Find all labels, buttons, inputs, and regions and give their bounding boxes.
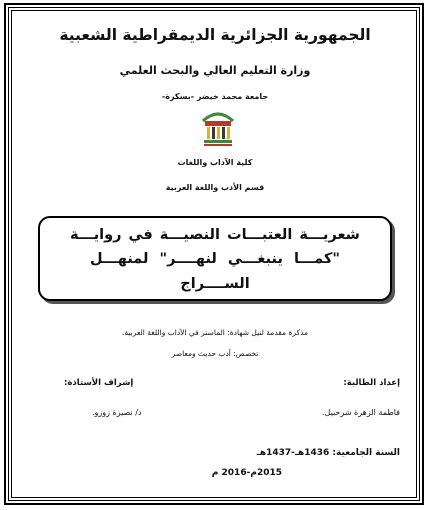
department-name: قسم الأدب واللغة العربية [165, 183, 265, 192]
university-logo-icon [200, 107, 236, 149]
supervisor-name: د/ نصيرة زوزو. [92, 408, 142, 417]
student-label: إعداد الطالبة: [343, 378, 400, 388]
thesis-purpose: مذكرة مقدمة لنيل شهادة: الماستر في الآداب واللغة العربية. [121, 328, 309, 337]
academic-year: السنة الجامعية: 1436هـ-1437هـ [256, 448, 400, 458]
supervisor-label: إشراف الأستاذة: [64, 378, 134, 388]
ministry-heading: وزارة التعليم العالي والبحث العلمي [119, 64, 311, 77]
republic-heading: الجمهورية الجزائرية الديمقراطية الشعبية [59, 26, 371, 44]
gregorian-year: 2015م-2016 م [211, 468, 282, 478]
thesis-title-box [38, 216, 392, 301]
faculty-name: كلية الآداب واللغات [177, 158, 253, 167]
university-name: جامعة محمد خيضر -بسكرة- [161, 92, 269, 101]
thesis-title-line-3: الســــراج [180, 276, 250, 292]
student-name: فاطمة الزهرة شرحبيل. [321, 408, 400, 417]
thesis-title-line-2: "كمـــا ينبغـــي لنهــــر" لمنهـــل [90, 251, 340, 267]
thesis-title-line-1: شعريـــة العتبـــات النصيـــة في روايـــة [70, 227, 360, 243]
thesis-specialty: تخصص: أدب حديث ومعاصر [171, 349, 259, 358]
